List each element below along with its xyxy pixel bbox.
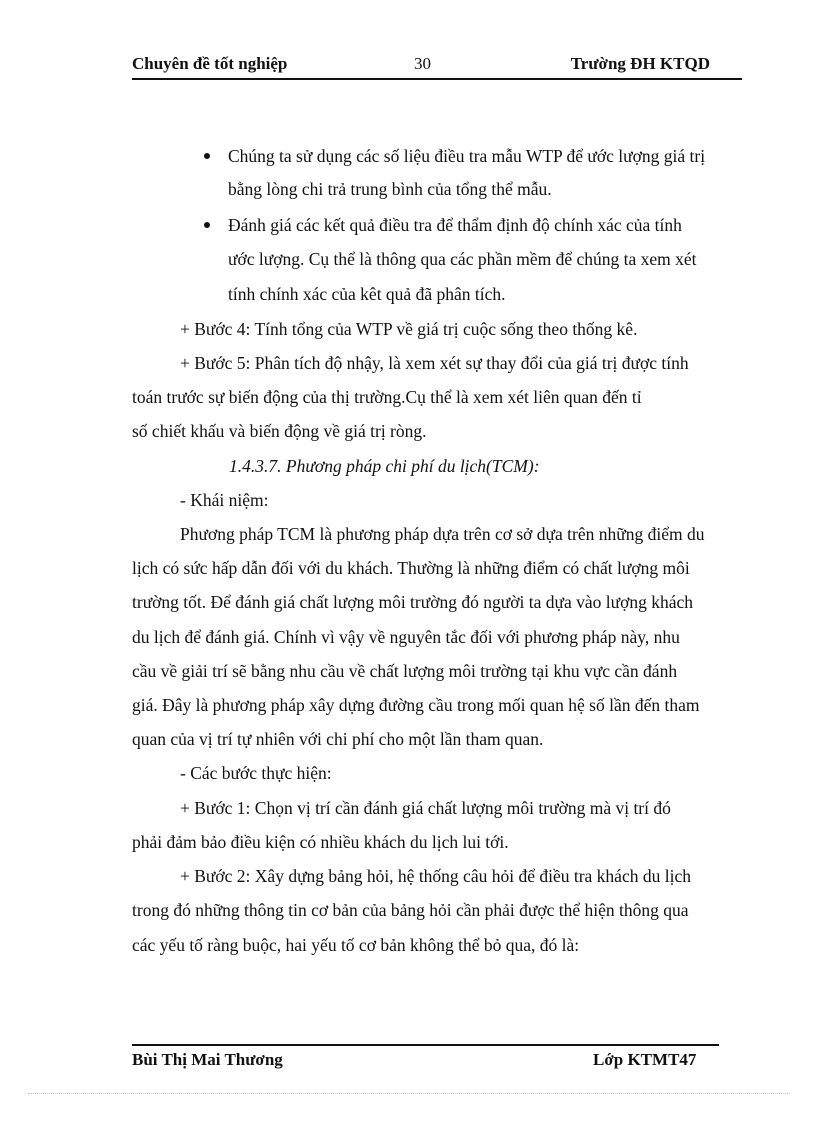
concept-line-4: du lịch để đánh giá. Chính vì vậy về nguyên tắc đối với phương pháp này, nhu xyxy=(132,627,680,647)
bullet-2-line-1: Đánh giá các kết quả điều tra để thẩm định độ chính xác của tính xyxy=(228,215,682,235)
page-number: 30 xyxy=(414,54,431,73)
page-header xyxy=(132,52,742,80)
bullet-icon xyxy=(204,222,210,228)
step-4-text: + Bước 4: Tính tổng của WTP về giá trị cuộc sống theo thống kê. xyxy=(180,319,638,339)
step-5-line-3: số chiết khấu và biến động về giá trị ròng. xyxy=(132,421,427,441)
concept-line-2: lịch có sức hấp dẫn đối với du khách. Thường là những điểm có chất lượng môi xyxy=(132,558,690,578)
steps-label: - Các bước thực hiện: xyxy=(180,763,332,783)
concept-line-5: cầu về giải trí sẽ bằng nhu cầu về chất lượng môi trường tại khu vực cần đánh xyxy=(132,661,678,681)
bullet-1-line-2: bằng lòng chi trả trung bình của tổng thể mẫu. xyxy=(228,179,552,199)
concept-label: - Khái niệm: xyxy=(180,490,269,510)
bullet-2-line-2: ước lượng. Cụ thể là thông qua các phần mềm để chúng ta xem xét xyxy=(228,249,697,269)
tcm-step-1-line-2: phải đảm bảo điều kiện có nhiều khách du lịch lui tới. xyxy=(132,832,509,852)
tcm-step-1-line-1: + Bước 1: Chọn vị trí cần đánh giá chất lượng môi trường mà vị trí đó xyxy=(180,798,671,818)
bullet-icon xyxy=(204,153,210,159)
bullet-2-line-3: tính chính xác của kêt quả đã phân tích. xyxy=(228,284,506,304)
concept-line-7: quan của vị trí tự nhiên với chi phí cho một lần tham quan. xyxy=(132,729,544,749)
footer-author: Bùi Thị Mai Thương xyxy=(132,1050,283,1069)
concept-line-1: Phương pháp TCM là phương pháp dựa trên cơ sở dựa trên những điểm du xyxy=(180,524,705,544)
footer-rule xyxy=(132,1044,719,1046)
bullet-1-line-1: Chúng ta sử dụng các số liệu điều tra mẫu WTP để ước lượng giá trị xyxy=(228,146,706,166)
page-edge-divider xyxy=(28,1093,788,1094)
step-5-line-2: toán trước sự biến động của thị trường.Cụ thể là xem xét liên quan đến tỉ xyxy=(132,387,642,407)
header-title: Chuyên đề tốt nghiệp xyxy=(132,54,288,73)
footer-class: Lớp KTMT47 xyxy=(593,1050,697,1069)
step-5-line-1: + Bước 5: Phân tích độ nhậy, là xem xét sự thay đổi của giá trị được tính xyxy=(180,353,689,373)
section-heading: 1.4.3.7. Phương pháp chi phí du lịch(TCM): xyxy=(229,456,540,476)
tcm-step-2-line-3: các yếu tố ràng buộc, hai yếu tố cơ bản không thể bỏ qua, đó là: xyxy=(132,935,580,955)
tcm-step-2-line-2: trong đó những thông tin cơ bản của bảng hỏi cần phải được thể hiện thông qua xyxy=(132,900,689,920)
concept-line-6: giá. Đây là phương pháp xây dựng đường cầu trong mối quan hệ số lần đến tham xyxy=(132,695,700,715)
tcm-step-2-line-1: + Bước 2: Xây dựng bảng hỏi, hệ thống câu hỏi để điều tra khách du lịch xyxy=(180,866,691,886)
header-school: Trường ĐH KTQD xyxy=(570,54,710,73)
concept-line-3: trường tốt. Để đánh giá chất lượng môi trường đó người ta dựa vào lượng khách xyxy=(132,592,693,612)
